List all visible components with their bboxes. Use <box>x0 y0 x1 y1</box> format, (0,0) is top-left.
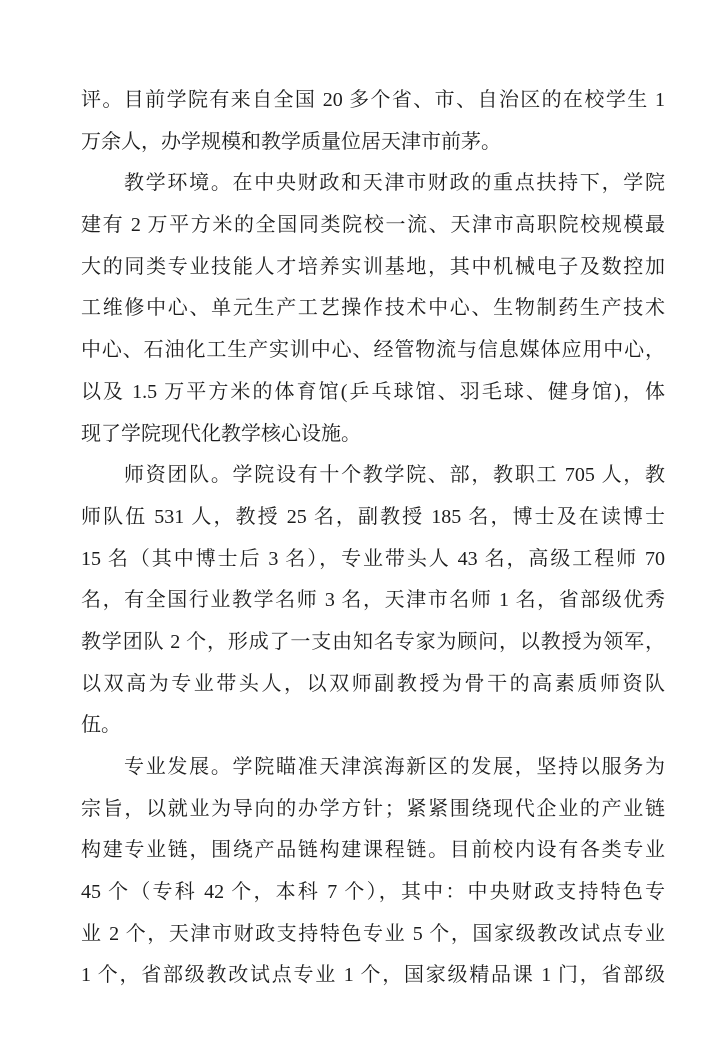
text-line: 教学团队 2 个，形成了一支由知名专家为顾问，以教授为领军， <box>81 630 665 653</box>
text-line: 建有 2 万平方米的全国同类院校一流、天津市高职院校规模最 <box>81 214 665 237</box>
text-line: 伍。 <box>81 714 121 737</box>
text-line: 以及 1.5 万平方米的体育馆(乒乓球馆、羽毛球、健身馆)，体 <box>81 380 665 403</box>
text-line: 中心、石油化工生产实训中心、经管物流与信息媒体应用中心， <box>81 339 665 362</box>
text-line: 宗旨，以就业为导向的办学方针；紧紧围绕现代企业的产业链 <box>81 797 665 820</box>
text-line: 业 2 个，天津市财政支持特色专业 5 个，国家级教改试点专业 <box>81 922 665 945</box>
text-line: 评。目前学院有来自全国 20 多个省、市、自治区的在校学生 1 <box>81 89 665 111</box>
text-line: 1 个，省部级教改试点专业 1 个，国家级精品课 1 门，省部级 <box>81 964 665 987</box>
text-line: 教学环境。在中央财政和天津市财政的重点扶持下，学院 <box>124 172 665 195</box>
text-line: 以双高为专业带头人，以双师副教授为骨干的高素质师资队 <box>81 672 665 695</box>
text-line: 名，有全国行业教学名师 3 名，天津市名师 1 名，省部级优秀 <box>81 589 665 612</box>
text-line: 大的同类专业技能人才培养实训基地，其中机械电子及数控加 <box>81 255 665 278</box>
text-line: 师资团队。学院设有十个教学院、部，教职工 705 人，教 <box>124 464 665 487</box>
page-body <box>81 80 665 997</box>
text-line: 15 名（其中博士后 3 名），专业带头人 43 名，高级工程师 70 <box>81 547 665 570</box>
text-line: 构建专业链，围绕产品链构建课程链。目前校内设有各类专业 <box>81 839 665 862</box>
text-line: 专业发展。学院瞄准天津滨海新区的发展，坚持以服务为 <box>124 756 665 778</box>
text-line: 现了学院现代化教学核心设施。 <box>81 422 361 445</box>
text-line: 工维修中心、单元生产工艺操作技术中心、生物制药生产技术 <box>81 297 665 320</box>
text-line: 师队伍 531 人，教授 25 名，副教授 185 名，博士及在读博士 <box>81 505 665 528</box>
text-line: 万余人，办学规模和教学质量位居天津市前茅。 <box>81 130 501 153</box>
text-line: 45 个（专科 42 个，本科 7 个），其中：中央财政支持特色专 <box>81 881 665 904</box>
